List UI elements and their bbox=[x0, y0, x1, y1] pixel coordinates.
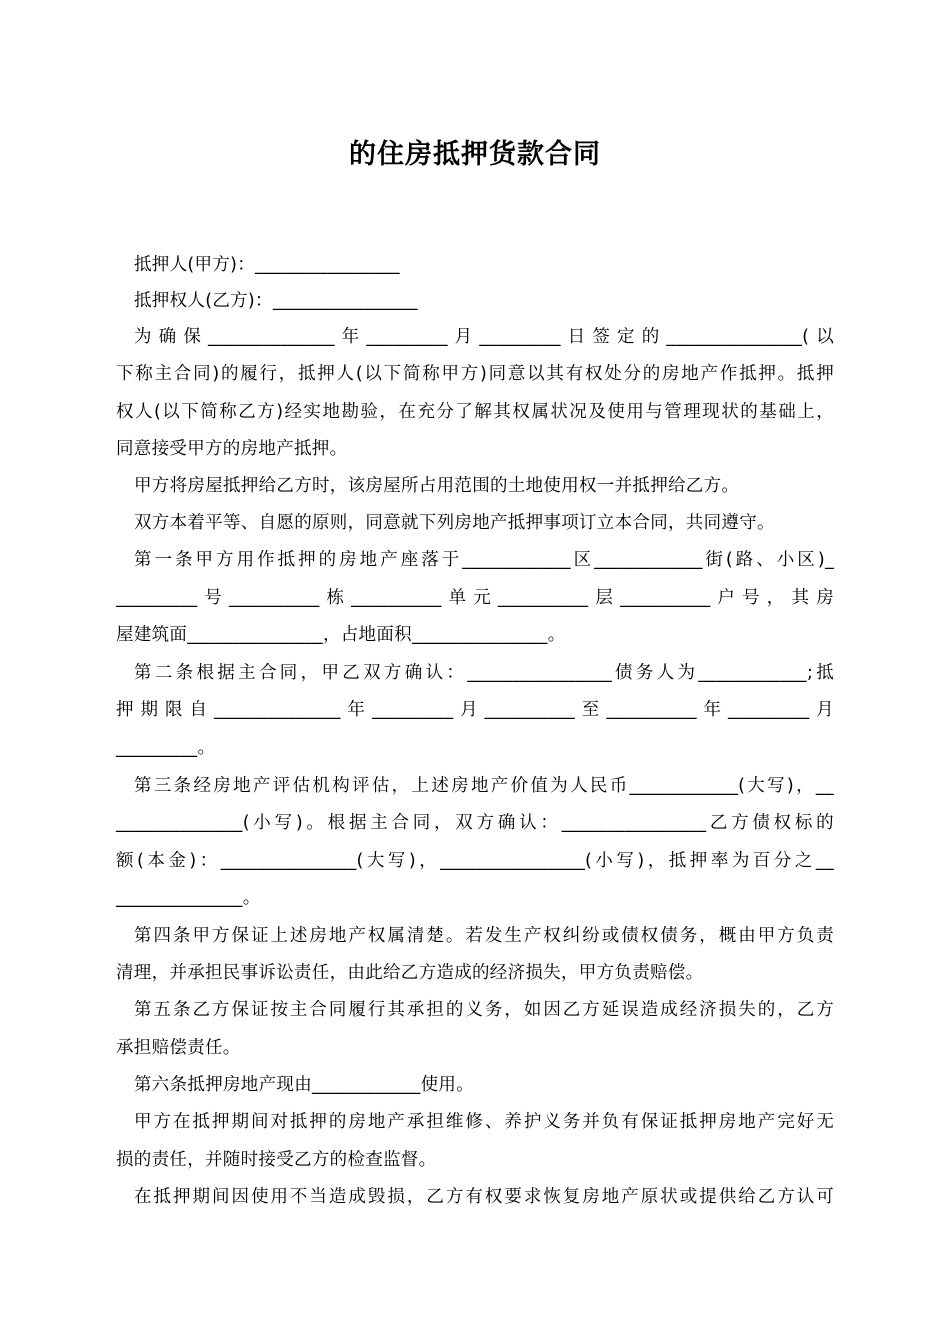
article-6-line: 第六条抵押房地产现由____________使用。 bbox=[134, 1075, 474, 1095]
paragraph-line: 甲方在抵押期间对抵押的房地产承担维修、养护义务并负有保证抵押房地产完好无 bbox=[134, 1112, 834, 1132]
article-2-line: _________。 bbox=[116, 738, 216, 758]
article-1-line: 屋建筑面_______________，占地面积_______________。 bbox=[116, 625, 566, 645]
article-3-line: 额(本金)：_______________(大写)，________________(小写)，抵押率为百分之__ bbox=[116, 851, 834, 871]
paragraph-line: 权人(以下简称乙方)经实地勘验，在充分了解其权属状况及使用与管理现状的基础上， bbox=[116, 402, 834, 422]
paragraph-line: 损的责任，并随时接受乙方的检查监督。 bbox=[116, 1150, 437, 1170]
paragraph-line: 为确保______________年_________月_________日签定的_______________(以 bbox=[134, 327, 834, 347]
paragraph-line: 在抵押期间因使用不当造成毁损，乙方有权要求恢复房地产原状或提供给乙方认可 bbox=[134, 1187, 834, 1207]
paragraph-line: 双方本着平等、自愿的原则，同意就下列房地产抵押事项订立本合同，共同遵守。 bbox=[134, 513, 775, 533]
paragraph-line: 同意接受甲方的房地产抵押。 bbox=[116, 439, 348, 459]
article-3-line: ______________(小写)。根据主合同，双方确认：________________乙方债权标的 bbox=[116, 813, 834, 833]
article-5-line: 承担赔偿责任。 bbox=[116, 1038, 241, 1058]
mortgagor-line: 抵押人(甲方)：________________ bbox=[134, 255, 400, 275]
article-1-line: 第一条甲方用作抵押的房地产座落于____________区____________街(路、小区)_ bbox=[134, 550, 834, 570]
document-title: 的住房抵押货款合同 bbox=[349, 139, 601, 170]
paragraph-line: 甲方将房屋抵押给乙方时，该房屋所占用范围的土地使用权一并抵押给乙方。 bbox=[134, 476, 740, 496]
article-4-line: 清理，并承担民事诉讼责任，由此给乙方造成的经济损失，甲方负责赔偿。 bbox=[116, 963, 704, 983]
article-5-line: 第五条乙方保证按主合同履行其承担的义务，如因乙方延误造成经济损失的，乙方 bbox=[134, 1000, 834, 1020]
mortgagee-line: 抵押权人(乙方)：________________ bbox=[134, 291, 418, 311]
article-2-line: 第二条根据主合同，甲乙双方确认：________________债务人为____________;抵 bbox=[134, 663, 834, 683]
article-4-line: 第四条甲方保证上述房地产权属清楚。若发生产权纠纷或债权债务，概由甲方负责 bbox=[134, 926, 834, 946]
article-3-line: ______________。 bbox=[116, 888, 261, 908]
article-2-line: 押期限自______________年_________月__________至__________年_________月 bbox=[116, 700, 834, 720]
article-3-line: 第三条经房地产评估机构评估，上述房地产价值为人民币____________(大写)，__ bbox=[134, 776, 834, 796]
article-1-line: _________号__________栋__________单元__________层__________户号，其房 bbox=[116, 588, 834, 608]
paragraph-line: 下称主合同)的履行，抵押人(以下简称甲方)同意以其有权处分的房地产作抵押。抵押 bbox=[116, 364, 834, 384]
